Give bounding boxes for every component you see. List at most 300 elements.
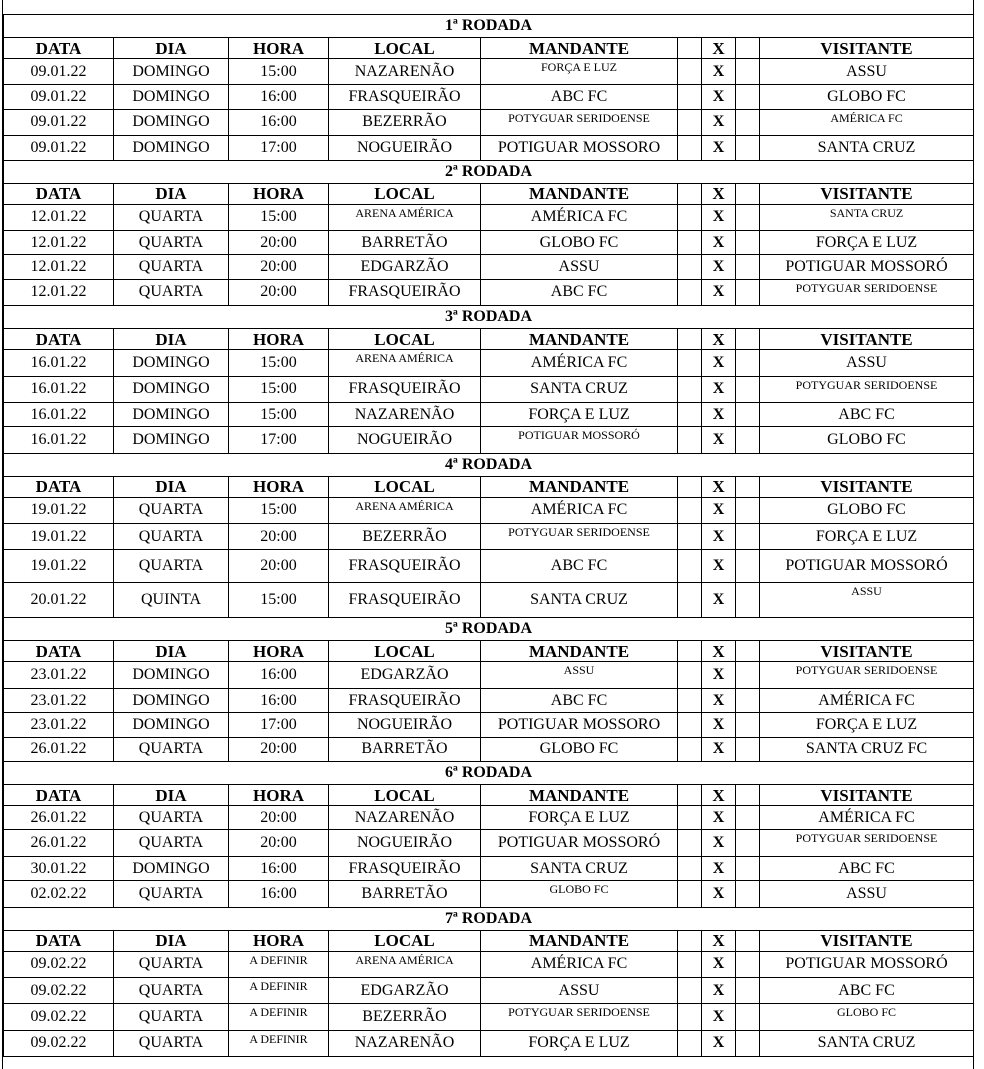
blank-cell <box>736 830 760 856</box>
header-visitante: VISITANTE <box>760 785 974 806</box>
blank-cell <box>736 183 760 204</box>
venue-cell: BEZERRÃO <box>329 524 481 550</box>
versus-cell: X <box>702 1004 736 1030</box>
header-local: LOCAL <box>329 641 481 662</box>
match-row <box>4 1004 974 1030</box>
away-team-cell: GLOBO FC <box>760 1004 974 1030</box>
venue-cell: BARRETÃO <box>329 230 481 254</box>
blank-cell <box>678 977 702 1003</box>
blank-cell <box>678 497 702 523</box>
day-cell: DOMINGO <box>114 427 229 453</box>
day-cell: QUARTA <box>114 204 229 230</box>
match-row <box>4 350 974 376</box>
day-cell: DOMINGO <box>114 856 229 880</box>
versus-cell: X <box>702 550 736 583</box>
date-cell: 02.02.22 <box>4 881 114 907</box>
header-x: X <box>702 785 736 806</box>
time-cell: A DEFINIR <box>229 951 329 977</box>
versus-cell: X <box>702 881 736 907</box>
venue-cell: FRASQUEIRÃO <box>329 856 481 880</box>
blank-cell <box>736 350 760 376</box>
time-cell: 17:00 <box>229 713 329 737</box>
blank-cell <box>678 85 702 109</box>
date-cell: 12.01.22 <box>4 279 114 305</box>
column-header-row <box>4 785 974 806</box>
day-cell: DOMINGO <box>114 59 229 85</box>
versus-cell: X <box>702 524 736 550</box>
away-team-cell: AMÉRICA FC <box>760 109 974 135</box>
home-team-cell: AMÉRICA FC <box>481 204 678 230</box>
away-team-cell: AMÉRICA FC <box>760 688 974 712</box>
blank-cell <box>678 881 702 907</box>
home-team-cell: AMÉRICA FC <box>481 951 678 977</box>
home-team-cell: FORÇA E LUZ <box>481 1030 678 1056</box>
away-team-cell: AMÉRICA FC <box>760 806 974 830</box>
versus-cell: X <box>702 951 736 977</box>
header-data: DATA <box>4 641 114 662</box>
home-team-cell: ABC FC <box>481 279 678 305</box>
top-blank-row <box>3 0 973 14</box>
versus-cell: X <box>702 1030 736 1056</box>
home-team-cell: POTIGUAR MOSSORÓ <box>481 427 678 453</box>
venue-cell: EDGARZÃO <box>329 662 481 688</box>
date-cell: 16.01.22 <box>4 427 114 453</box>
venue-cell: NAZARENÃO <box>329 1030 481 1056</box>
home-team-cell: ASSU <box>481 977 678 1003</box>
blank-cell <box>678 713 702 737</box>
date-cell: 19.01.22 <box>4 524 114 550</box>
away-team-cell: POTIGUAR MOSSORÓ <box>760 255 974 279</box>
header-data: DATA <box>4 785 114 806</box>
header-visitante: VISITANTE <box>760 183 974 204</box>
blank-cell <box>736 136 760 160</box>
blank-cell <box>736 59 760 85</box>
fixtures-body <box>4 15 974 1057</box>
blank-cell <box>678 1030 702 1056</box>
versus-cell: X <box>702 204 736 230</box>
day-cell: DOMINGO <box>114 350 229 376</box>
blank-cell <box>678 550 702 583</box>
match-row <box>4 550 974 583</box>
day-cell: QUARTA <box>114 524 229 550</box>
date-cell: 23.01.22 <box>4 713 114 737</box>
date-cell: 26.01.22 <box>4 806 114 830</box>
away-team-cell: FORÇA E LUZ <box>760 230 974 254</box>
away-team-cell: POTYGUAR SERIDOENSE <box>760 662 974 688</box>
day-cell: QUARTA <box>114 279 229 305</box>
venue-cell: NOGUEIRÃO <box>329 427 481 453</box>
date-cell: 12.01.22 <box>4 204 114 230</box>
fixture-sheet <box>2 0 974 1069</box>
home-team-cell: ABC FC <box>481 550 678 583</box>
home-team-cell: POTIGUAR MOSSORÓ <box>481 830 678 856</box>
header-local: LOCAL <box>329 930 481 951</box>
match-row <box>4 230 974 254</box>
blank-cell <box>736 951 760 977</box>
blank-cell <box>736 204 760 230</box>
blank-cell <box>678 427 702 453</box>
versus-cell: X <box>702 662 736 688</box>
venue-cell: ARENA AMÉRICA <box>329 204 481 230</box>
header-mandante: MANDANTE <box>481 476 678 497</box>
away-team-cell: SANTA CRUZ <box>760 1030 974 1056</box>
date-cell: 23.01.22 <box>4 688 114 712</box>
blank-cell <box>736 497 760 523</box>
blank-cell <box>736 856 760 880</box>
blank-cell <box>736 476 760 497</box>
versus-cell: X <box>702 136 736 160</box>
header-x: X <box>702 38 736 59</box>
header-mandante: MANDANTE <box>481 183 678 204</box>
time-cell: 16:00 <box>229 856 329 880</box>
time-cell: 20:00 <box>229 550 329 583</box>
time-cell: 15:00 <box>229 402 329 426</box>
date-cell: 16.01.22 <box>4 402 114 426</box>
blank-cell <box>736 583 760 618</box>
match-row <box>4 856 974 880</box>
header-data: DATA <box>4 476 114 497</box>
column-header-row <box>4 38 974 59</box>
home-team-cell: POTYGUAR SERIDOENSE <box>481 524 678 550</box>
away-team-cell: GLOBO FC <box>760 497 974 523</box>
blank-cell <box>736 977 760 1003</box>
away-team-cell: POTYGUAR SERIDOENSE <box>760 376 974 402</box>
versus-cell: X <box>702 583 736 618</box>
match-row <box>4 85 974 109</box>
blank-cell <box>736 524 760 550</box>
away-team-cell: SANTA CRUZ <box>760 136 974 160</box>
blank-cell <box>736 38 760 59</box>
match-row <box>4 255 974 279</box>
day-cell: DOMINGO <box>114 688 229 712</box>
venue-cell: NAZARENÃO <box>329 806 481 830</box>
blank-cell <box>736 641 760 662</box>
time-cell: 17:00 <box>229 136 329 160</box>
time-cell: 20:00 <box>229 230 329 254</box>
away-team-cell: GLOBO FC <box>760 85 974 109</box>
versus-cell: X <box>702 109 736 135</box>
venue-cell: ARENA AMÉRICA <box>329 350 481 376</box>
day-cell: QUARTA <box>114 230 229 254</box>
away-team-cell: ASSU <box>760 881 974 907</box>
header-visitante: VISITANTE <box>760 476 974 497</box>
venue-cell: NAZARENÃO <box>329 59 481 85</box>
time-cell: 20:00 <box>229 524 329 550</box>
header-hora: HORA <box>229 641 329 662</box>
blank-cell <box>678 688 702 712</box>
venue-cell: BEZERRÃO <box>329 1004 481 1030</box>
header-visitante: VISITANTE <box>760 38 974 59</box>
time-cell: 16:00 <box>229 109 329 135</box>
time-cell: 16:00 <box>229 85 329 109</box>
header-mandante: MANDANTE <box>481 38 678 59</box>
venue-cell: BARRETÃO <box>329 881 481 907</box>
blank-cell <box>678 737 702 761</box>
match-row <box>4 737 974 761</box>
day-cell: DOMINGO <box>114 109 229 135</box>
date-cell: 23.01.22 <box>4 662 114 688</box>
date-cell: 09.01.22 <box>4 59 114 85</box>
round-title: 3ª RODADA <box>4 306 974 329</box>
day-cell: QUARTA <box>114 1030 229 1056</box>
round-title: 2ª RODADA <box>4 160 974 183</box>
blank-cell <box>736 1030 760 1056</box>
away-team-cell: ABC FC <box>760 856 974 880</box>
time-cell: 17:00 <box>229 427 329 453</box>
time-cell: A DEFINIR <box>229 977 329 1003</box>
blank-cell <box>736 109 760 135</box>
versus-cell: X <box>702 59 736 85</box>
versus-cell: X <box>702 402 736 426</box>
blank-cell <box>736 662 760 688</box>
round-title-row <box>4 762 974 785</box>
header-visitante: VISITANTE <box>760 329 974 350</box>
column-header-row <box>4 476 974 497</box>
away-team-cell: FORÇA E LUZ <box>760 524 974 550</box>
match-row <box>4 688 974 712</box>
home-team-cell: SANTA CRUZ <box>481 856 678 880</box>
time-cell: 15:00 <box>229 497 329 523</box>
blank-cell <box>736 550 760 583</box>
date-cell: 19.01.22 <box>4 550 114 583</box>
header-x: X <box>702 476 736 497</box>
away-team-cell: ASSU <box>760 59 974 85</box>
header-x: X <box>702 183 736 204</box>
versus-cell: X <box>702 279 736 305</box>
match-row <box>4 109 974 135</box>
away-team-cell: FORÇA E LUZ <box>760 713 974 737</box>
away-team-cell: ASSU <box>760 350 974 376</box>
home-team-cell: GLOBO FC <box>481 230 678 254</box>
header-local: LOCAL <box>329 785 481 806</box>
venue-cell: BEZERRÃO <box>329 109 481 135</box>
date-cell: 20.01.22 <box>4 583 114 618</box>
away-team-cell: GLOBO FC <box>760 427 974 453</box>
date-cell: 09.01.22 <box>4 109 114 135</box>
blank-cell <box>678 183 702 204</box>
match-row <box>4 497 974 523</box>
column-header-row <box>4 183 974 204</box>
date-cell: 09.02.22 <box>4 951 114 977</box>
home-team-cell: POTYGUAR SERIDOENSE <box>481 1004 678 1030</box>
time-cell: 20:00 <box>229 830 329 856</box>
home-team-cell: ASSU <box>481 255 678 279</box>
round-title-row <box>4 306 974 329</box>
venue-cell: ARENA AMÉRICA <box>329 497 481 523</box>
day-cell: DOMINGO <box>114 402 229 426</box>
away-team-cell: ABC FC <box>760 977 974 1003</box>
header-local: LOCAL <box>329 329 481 350</box>
match-row <box>4 204 974 230</box>
date-cell: 09.01.22 <box>4 85 114 109</box>
match-row <box>4 806 974 830</box>
header-dia: DIA <box>114 329 229 350</box>
date-cell: 09.01.22 <box>4 136 114 160</box>
date-cell: 16.01.22 <box>4 376 114 402</box>
away-team-cell: POTIGUAR MOSSORÓ <box>760 550 974 583</box>
blank-cell <box>736 1004 760 1030</box>
day-cell: QUINTA <box>114 583 229 618</box>
day-cell: QUARTA <box>114 737 229 761</box>
time-cell: 15:00 <box>229 350 329 376</box>
blank-cell <box>736 737 760 761</box>
venue-cell: EDGARZÃO <box>329 255 481 279</box>
day-cell: QUARTA <box>114 550 229 583</box>
header-data: DATA <box>4 329 114 350</box>
away-team-cell: ABC FC <box>760 402 974 426</box>
venue-cell: FRASQUEIRÃO <box>329 376 481 402</box>
header-x: X <box>702 641 736 662</box>
blank-cell <box>736 806 760 830</box>
match-row <box>4 713 974 737</box>
day-cell: QUARTA <box>114 255 229 279</box>
venue-cell: FRASQUEIRÃO <box>329 279 481 305</box>
venue-cell: NOGUEIRÃO <box>329 713 481 737</box>
blank-cell <box>678 1004 702 1030</box>
header-local: LOCAL <box>329 183 481 204</box>
blank-cell <box>678 402 702 426</box>
header-data: DATA <box>4 930 114 951</box>
versus-cell: X <box>702 713 736 737</box>
header-data: DATA <box>4 183 114 204</box>
round-title-row <box>4 15 974 38</box>
header-dia: DIA <box>114 930 229 951</box>
date-cell: 26.01.22 <box>4 737 114 761</box>
venue-cell: FRASQUEIRÃO <box>329 583 481 618</box>
home-team-cell: AMÉRICA FC <box>481 350 678 376</box>
time-cell: 15:00 <box>229 376 329 402</box>
round-title-row <box>4 907 974 930</box>
header-visitante: VISITANTE <box>760 641 974 662</box>
away-team-cell: POTYGUAR SERIDOENSE <box>760 279 974 305</box>
versus-cell: X <box>702 497 736 523</box>
time-cell: 20:00 <box>229 737 329 761</box>
match-row <box>4 881 974 907</box>
blank-cell <box>736 688 760 712</box>
round-title-row <box>4 453 974 476</box>
header-mandante: MANDANTE <box>481 785 678 806</box>
blank-cell <box>736 785 760 806</box>
versus-cell: X <box>702 856 736 880</box>
blank-cell <box>678 109 702 135</box>
venue-cell: NOGUEIRÃO <box>329 136 481 160</box>
day-cell: DOMINGO <box>114 136 229 160</box>
fixtures-table <box>3 14 974 1057</box>
blank-cell <box>736 427 760 453</box>
round-title-row <box>4 160 974 183</box>
column-header-row <box>4 329 974 350</box>
day-cell: QUARTA <box>114 830 229 856</box>
versus-cell: X <box>702 806 736 830</box>
date-cell: 12.01.22 <box>4 230 114 254</box>
home-team-cell: AMÉRICA FC <box>481 497 678 523</box>
header-x: X <box>702 329 736 350</box>
day-cell: DOMINGO <box>114 713 229 737</box>
day-cell: DOMINGO <box>114 376 229 402</box>
blank-cell <box>736 930 760 951</box>
header-hora: HORA <box>229 329 329 350</box>
header-local: LOCAL <box>329 476 481 497</box>
blank-cell <box>736 230 760 254</box>
header-dia: DIA <box>114 476 229 497</box>
day-cell: QUARTA <box>114 881 229 907</box>
time-cell: A DEFINIR <box>229 1004 329 1030</box>
time-cell: 15:00 <box>229 583 329 618</box>
time-cell: 20:00 <box>229 279 329 305</box>
time-cell: 20:00 <box>229 255 329 279</box>
round-title: 4ª RODADA <box>4 453 974 476</box>
home-team-cell: ABC FC <box>481 688 678 712</box>
blank-cell <box>678 204 702 230</box>
venue-cell: FRASQUEIRÃO <box>329 85 481 109</box>
venue-cell: BARRETÃO <box>329 737 481 761</box>
blank-cell <box>736 402 760 426</box>
header-hora: HORA <box>229 785 329 806</box>
versus-cell: X <box>702 830 736 856</box>
match-row <box>4 1030 974 1056</box>
date-cell: 19.01.22 <box>4 497 114 523</box>
date-cell: 09.02.22 <box>4 977 114 1003</box>
home-team-cell: FORÇA E LUZ <box>481 806 678 830</box>
column-header-row <box>4 930 974 951</box>
venue-cell: NAZARENÃO <box>329 402 481 426</box>
blank-cell <box>678 376 702 402</box>
away-team-cell: ASSU <box>760 583 974 618</box>
header-dia: DIA <box>114 183 229 204</box>
header-visitante: VISITANTE <box>760 930 974 951</box>
blank-cell <box>736 255 760 279</box>
versus-cell: X <box>702 350 736 376</box>
blank-cell <box>678 279 702 305</box>
header-mandante: MANDANTE <box>481 641 678 662</box>
header-hora: HORA <box>229 930 329 951</box>
blank-cell <box>678 350 702 376</box>
blank-cell <box>678 136 702 160</box>
header-dia: DIA <box>114 641 229 662</box>
venue-cell: NOGUEIRÃO <box>329 830 481 856</box>
round-title: 6ª RODADA <box>4 762 974 785</box>
time-cell: 16:00 <box>229 881 329 907</box>
time-cell: 16:00 <box>229 688 329 712</box>
blank-cell <box>678 59 702 85</box>
day-cell: QUARTA <box>114 806 229 830</box>
versus-cell: X <box>702 255 736 279</box>
time-cell: 16:00 <box>229 662 329 688</box>
match-row <box>4 951 974 977</box>
date-cell: 12.01.22 <box>4 255 114 279</box>
match-row <box>4 830 974 856</box>
header-mandante: MANDANTE <box>481 930 678 951</box>
blank-cell <box>678 255 702 279</box>
match-row <box>4 402 974 426</box>
day-cell: QUARTA <box>114 1004 229 1030</box>
day-cell: QUARTA <box>114 977 229 1003</box>
away-team-cell: SANTA CRUZ <box>760 204 974 230</box>
day-cell: QUARTA <box>114 497 229 523</box>
match-row <box>4 59 974 85</box>
date-cell: 09.02.22 <box>4 1004 114 1030</box>
header-mandante: MANDANTE <box>481 329 678 350</box>
home-team-cell: FORÇA E LUZ <box>481 59 678 85</box>
blank-cell <box>678 38 702 59</box>
venue-cell: FRASQUEIRÃO <box>329 688 481 712</box>
home-team-cell: SANTA CRUZ <box>481 583 678 618</box>
home-team-cell: SANTA CRUZ <box>481 376 678 402</box>
header-dia: DIA <box>114 38 229 59</box>
date-cell: 16.01.22 <box>4 350 114 376</box>
day-cell: DOMINGO <box>114 85 229 109</box>
time-cell: 15:00 <box>229 59 329 85</box>
